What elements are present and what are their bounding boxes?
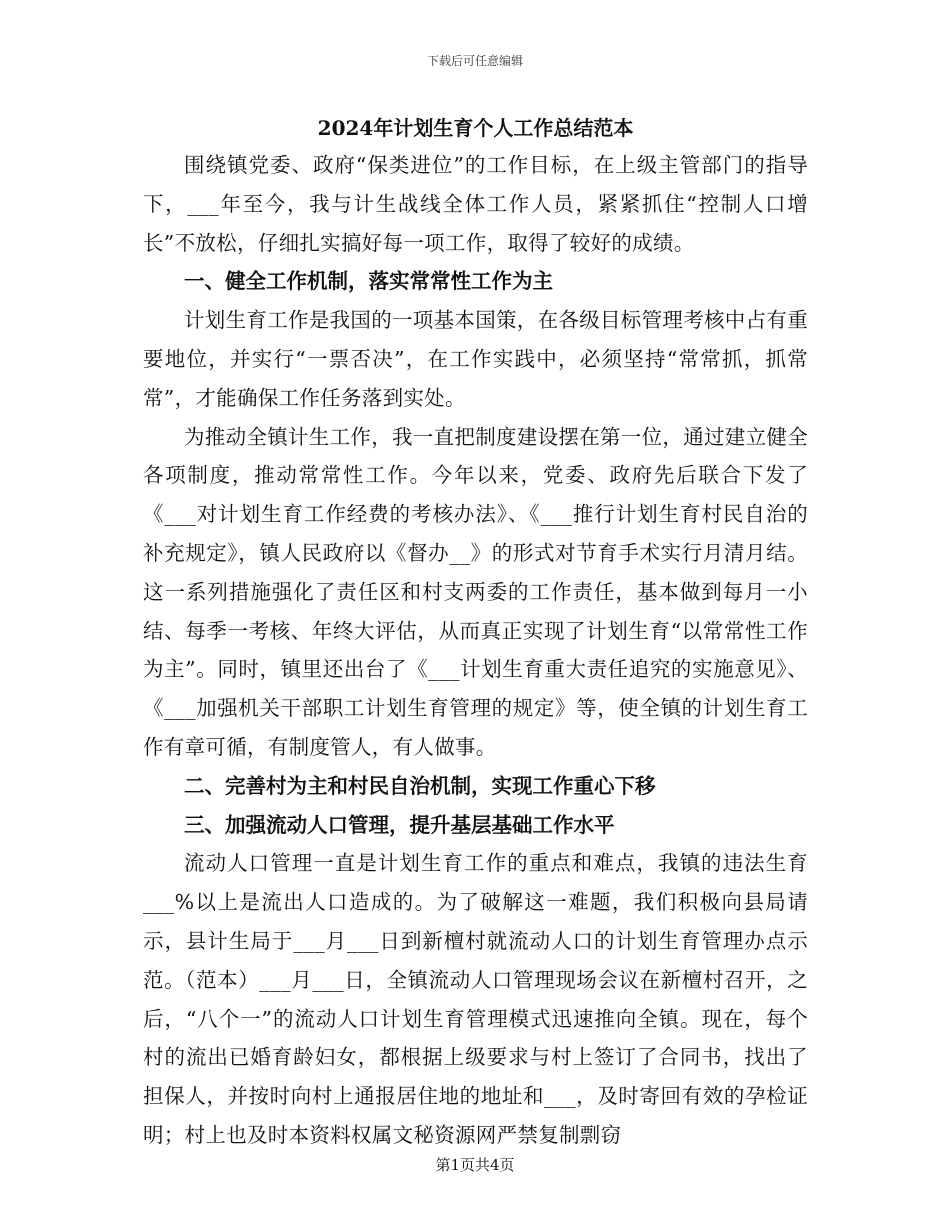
section-heading: 一、健全工作机制，落实常常性工作为主: [184, 269, 553, 294]
paragraph: 围绕镇党委、政府“保类进位”的工作目标，在上级主管部门的指导下，___年至今，我与计生战线全体工作人员，紧紧抓住“控制人口增长”不放松，仔细扎实搞好每一项工作，取得了较好的成绩。: [143, 153, 808, 255]
document-title: 2024年计划生育个人工作总结范本: [317, 116, 634, 140]
page-header-note: 下载后可任意编辑: [426, 54, 523, 68]
paragraph: 流动人口管理一直是计划生育工作的重点和难点，我镇的违法生育___%以上是流出人口造成的。为了破解这一难题，我们积极向县局请示，县计生局于___月___日到新檀村就流动人口的计划生育管理办点示范。（范本）___月___日，全镇流动人口管理现场会议在新檀村召开，之后，“八个一”的流动人口计划生育管理模式迅速推向全镇。现在，每个村的流出已婚育龄妇女，都根据上级要求与村上签订了合同书，找出了担保人，并按时向村上通报居住地的地址和___，及时寄回有效的孕检证明；村上也及时本资料权属文秘资源网严禁复制剽窃: [143, 851, 808, 1147]
paragraph: 计划生育工作是我国的一项基本国策，在各级目标管理考核中占有重要地位，并实行“一票否决”，在工作实践中，必须坚持“常常抓，抓常常”，才能确保工作任务落到实处。: [143, 308, 808, 410]
page-number-footer: 第1页共4页: [435, 1156, 515, 1174]
document-body: [143, 110, 808, 1155]
paragraph: 为推动全镇计生工作，我一直把制度建设摆在第一位，通过建立健全各项制度，推动常常性工作。今年以来，党委、政府先后联合下发了《___对计划生育工作经费的考核办法》、《___推行计划生育村民自治的补充规定》，镇人民政府以《督办__》的形式对节育手术实行月清月结。这一系列措施强化了责任区和村支两委的工作责任，基本做到每月一小结、每季一考核、年终大评估，从而真正实现了计划生育“以常常性工作为主”。同时，镇里还出台了《___计划生育重大责任追究的实施意见》、《___加强机关干部职工计划生育管理的规定》等，使全镇的计划生育工作有章可循，有制度管人，有人做事。: [143, 424, 808, 759]
section-heading: 三、加强流动人口管理，提升基层基础工作水平: [184, 812, 615, 837]
section-heading: 二、完善村为主和村民自治机制，实现工作重心下移: [184, 773, 656, 798]
